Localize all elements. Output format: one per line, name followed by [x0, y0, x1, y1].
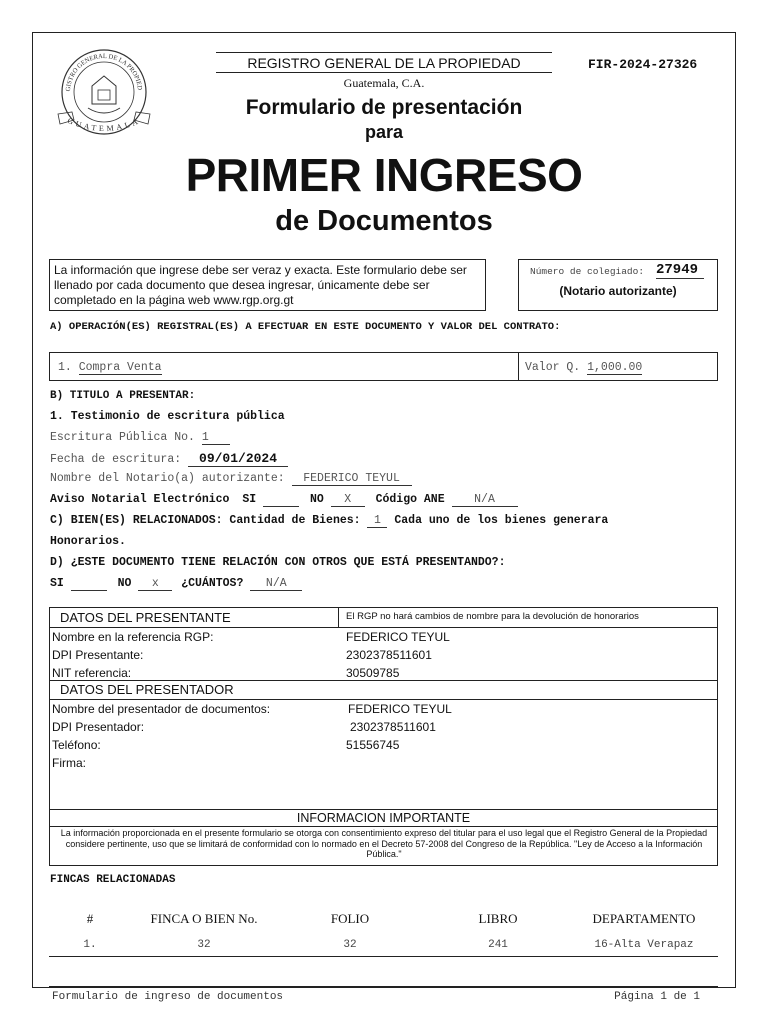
ane-value[interactable]: N/A — [452, 493, 518, 507]
presentante-header-divider — [338, 607, 339, 627]
cantidad-bienes[interactable]: 1 — [367, 514, 387, 528]
notario-line — [50, 472, 412, 486]
notary-number[interactable]: 27949 — [656, 262, 704, 279]
presentante-row-value[interactable]: 30509785 — [346, 666, 400, 680]
ane-label: Código ANE — [375, 493, 445, 506]
aviso-no-value[interactable]: X — [331, 493, 365, 507]
section-c-rest: Cada uno de los bienes generara — [394, 514, 609, 527]
notary-caption: (Notario autorizante) — [559, 284, 677, 298]
form-title-line1: Formulario de presentación — [245, 96, 523, 119]
aviso-label: Aviso Notarial Electrónico — [50, 493, 230, 506]
fincas-col-header: FINCA O BIEN No. — [150, 911, 258, 926]
header-top-rule — [216, 52, 552, 53]
presentante-note: El RGP no hará cambios de nombre para la devolución de honorarios — [346, 611, 639, 622]
escritura-label: Escritura Pública No. — [50, 431, 195, 444]
section-c-line — [50, 514, 608, 528]
fincas-col-header: DEPARTAMENTO — [592, 911, 696, 926]
section-a-title: A) OPERACIÓN(ES) REGISTRAL(ES) A EFECTUAR EN ESTE DOCUMENTO Y VALOR DEL CONTRATO: — [50, 321, 561, 333]
escritura-line — [50, 431, 230, 445]
presentador-row-label: Teléfono: — [52, 738, 101, 752]
cuantos-value[interactable]: N/A — [250, 577, 302, 591]
presentador-row-value[interactable]: 2302378511601 — [350, 720, 436, 734]
d-si-label: SI — [50, 577, 64, 590]
fincas-cell: 16-Alta Verapaz — [594, 939, 694, 951]
escritura-value[interactable]: 1 — [202, 431, 230, 445]
seal-top-text: GISTRO GENERAL DE LA PROPIED — [64, 52, 144, 92]
importante-top-rule — [49, 809, 718, 810]
presentador-header: DATOS DEL PRESENTADOR — [60, 682, 234, 697]
fincas-cell: 241 — [488, 939, 508, 951]
presentador-row-value[interactable]: FEDERICO TEYUL — [348, 702, 452, 716]
presentador-header-rule — [49, 699, 718, 700]
fincas-cell: 1. — [83, 939, 97, 951]
footer-rule — [49, 986, 718, 987]
aviso-no-label: NO — [309, 493, 324, 506]
d-no-label: NO — [117, 577, 132, 590]
presentador-top-rule — [49, 680, 718, 681]
fincas-title: FINCAS RELACIONADAS — [50, 874, 176, 886]
rgp-seal-logo — [52, 42, 156, 146]
section-c-line2: Honorarios. — [50, 535, 126, 548]
presentador-row-value[interactable]: 51556745 — [346, 738, 400, 752]
footer-right: Página 1 de 1 — [614, 991, 700, 1003]
notario-label: Nombre del Notario(a) autorizante: — [50, 472, 285, 485]
importante-header-rule — [49, 826, 718, 827]
d-si-value[interactable] — [71, 578, 107, 591]
presentante-row-label: DPI Presentante: — [52, 648, 144, 662]
aviso-si-label: SI — [242, 493, 257, 506]
presentante-row-label: NIT referencia: — [52, 666, 132, 680]
footer-left: Formulario de ingreso de documentos — [52, 991, 284, 1003]
d-no-value[interactable]: x — [138, 577, 172, 591]
valor-line — [525, 361, 642, 375]
presentante-header: DATOS DEL PRESENTANTE — [60, 610, 231, 625]
presentante-row-value[interactable]: 2302378511601 — [346, 648, 432, 662]
fecha-label: Fecha de escritura: — [50, 453, 182, 466]
firma-label: Firma: — [52, 756, 86, 770]
importante-text: La información proporcionada en el presente formulario se otorga con consentimiento expreso del titular para el uso legal que el Registro General de la Propiedad considere pertinente, uso que se limitará de conformidad con lo normado en el Decreto 57-2008 del Congreso de la República. "Ley de Acceso a la Información Pública." — [60, 828, 708, 859]
fecha-line — [50, 451, 288, 467]
location-text: Guatemala, C.A. — [343, 76, 425, 90]
section-d-answers — [50, 577, 302, 591]
presentador-row-label: DPI Presentador: — [52, 720, 145, 734]
fincas-bottom-rule — [49, 956, 718, 957]
form-title-line2: para — [364, 122, 404, 142]
section-b-title: B) TITULO A PRESENTAR: — [50, 390, 196, 402]
fincas-col-header: # — [86, 911, 94, 926]
folio-code: FIR-2024-27326 — [588, 57, 698, 72]
fincas-cell: 32 — [197, 939, 211, 951]
notice-text: La información que ingrese debe ser veraz y exacta. Este formulario debe ser llenado por cada documento que desea ingresar, únicamente debe ser completado en la página web www.rgp.org.gt — [54, 263, 467, 307]
fincas-col-header: LIBRO — [478, 911, 518, 926]
fecha-value[interactable]: 09/01/2024 — [188, 451, 288, 467]
cuantos-label: ¿CUÁNTOS? — [181, 577, 244, 590]
main-subtitle: de Documentos — [275, 205, 493, 237]
notice-box — [49, 259, 486, 311]
presentante-header-rule — [49, 627, 718, 628]
seal-bottom-text: GUATEMALA — [66, 116, 142, 134]
operation-value[interactable]: Compra Venta — [78, 361, 162, 374]
presentador-row-label: Nombre del presentador de documentos: — [52, 702, 271, 716]
titulo-item: 1. Testimonio de escritura pública — [50, 410, 285, 423]
section-d-title: D) ¿ESTE DOCUMENTO TIENE RELACIÓN CON OTROS QUE ESTÁ PRESENTANDO?: — [50, 556, 506, 569]
notary-label: Número de colegiado: — [530, 266, 645, 277]
aviso-si-value[interactable] — [263, 494, 299, 507]
notario-value[interactable]: FEDERICO TEYUL — [292, 472, 412, 486]
main-title: PRIMER INGRESO — [185, 149, 583, 201]
fincas-col-header: FOLIO — [330, 911, 370, 926]
aviso-line — [50, 493, 518, 507]
operation-prefix: 1. — [58, 361, 72, 374]
valor-value[interactable]: 1,000.00 — [587, 361, 643, 374]
presentante-row-label: Nombre en la referencia RGP: — [52, 630, 214, 644]
presentante-row-value[interactable]: FEDERICO TEYUL — [346, 630, 450, 644]
operation-divider — [518, 352, 519, 381]
fincas-cell: 32 — [343, 939, 357, 951]
operation-line — [58, 361, 162, 375]
valor-label: Valor Q. — [525, 361, 581, 374]
importante-header: INFORMACION IMPORTANTE — [296, 811, 471, 825]
section-c-title: C) BIEN(ES) RELACIONADOS: Cantidad de Bienes: — [50, 514, 361, 527]
institution-name: REGISTRO GENERAL DE LA PROPIEDAD — [216, 55, 552, 73]
